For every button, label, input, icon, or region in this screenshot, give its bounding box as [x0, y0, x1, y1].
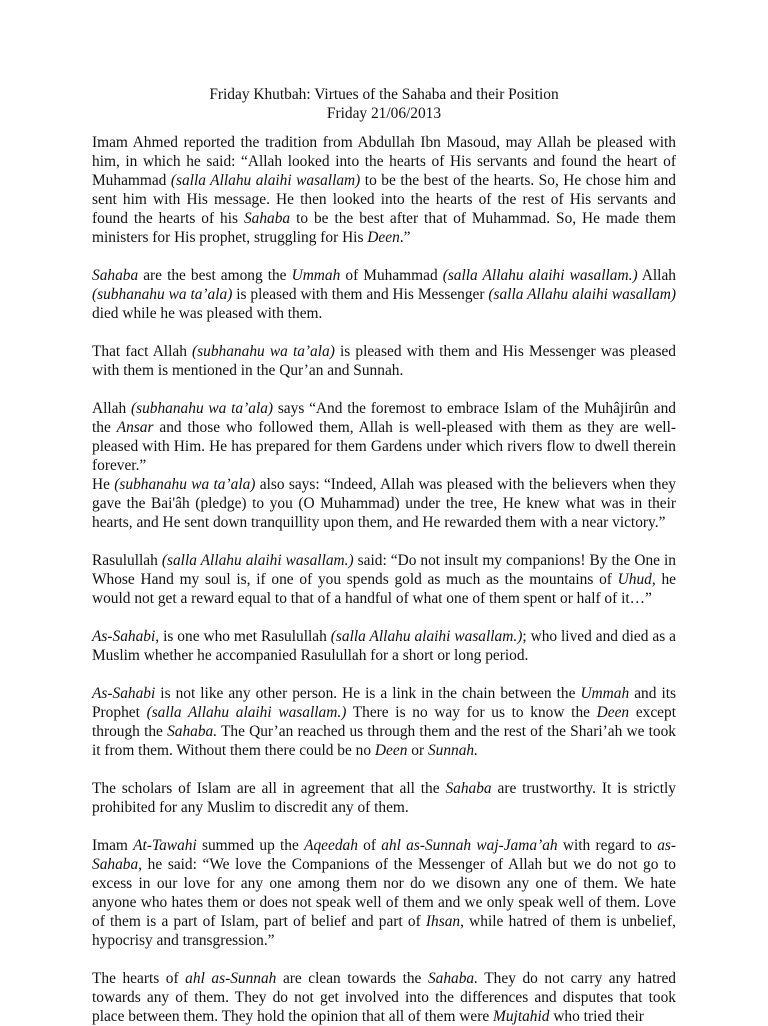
text-run: The Qur’an reached us through them and the rest of the Shari’ah we took it from them. Without them there could be no — [92, 723, 676, 759]
paragraph — [92, 627, 676, 665]
italic-text-run: Deen — [596, 704, 630, 721]
text-run: of — [357, 837, 382, 854]
text-run: are the best among the — [138, 267, 292, 284]
text-run: are trustworthy. It is strictly prohibited for any Muslim to discredit any of them. — [92, 780, 676, 816]
text-run: said: “Do not insult my companions! By the One in Whose Hand my soul is, if one of you spends gold as much as the mountains of — [92, 552, 676, 588]
text-run: to be the best after that of Muhammad. So, He made them ministers for His prophet, struggling for His — [92, 210, 676, 246]
paragraph — [92, 266, 676, 323]
text-run: he said: “We love the Companions of the Messenger of Allah but we do not go to excess in our love for any one among them nor do we disown any one of them. We hate anyone who hates them or does not speak well of them and we only speak well of them. Love of them is a part of Islam, part of belief and part of — [92, 856, 676, 930]
paragraph — [92, 551, 676, 608]
text-run: They do not carry any hatred towards any of them. They do not get involved into the differences and disputes that took place between them. They hold the opinion that all of them were — [92, 970, 676, 1025]
text-run: summed up the — [196, 837, 305, 854]
text-run: ; who lived and died as a Muslim whether he accompanied Rasulullah for a short or long period. — [92, 628, 676, 664]
italic-text-run: (salla Allahu alaihi wasallam) — [488, 286, 676, 303]
document-body — [92, 133, 676, 1026]
text-run: The scholars of Islam are all in agreement that all the — [92, 780, 446, 797]
italic-text-run: Deen — [374, 742, 408, 759]
document-date: Friday 21/06/2013 — [326, 104, 442, 122]
italic-text-run: (subhanahu wa ta’ala) — [192, 343, 335, 360]
paragraph — [92, 133, 676, 247]
italic-text-run: Sahaba. — [427, 970, 478, 987]
text-run: who tried their — [549, 1008, 644, 1025]
italic-text-run: Sahaba — [92, 267, 139, 284]
text-run: , while hatred of them is unbelief, hypocrisy and transgression.” — [92, 913, 676, 949]
text-run: to be the best of the hearts. So, He chose him and sent him with His message. He then looked into the hearts of the rest of His servants and found the hearts of his — [92, 172, 676, 227]
text-run: Imam — [92, 837, 134, 854]
italic-text-run: Aqeedah — [304, 837, 358, 854]
text-run: is pleased with them and His Messenger was pleased with them is mentioned in the Qur’an and Sunnah. — [92, 343, 676, 379]
text-run: Imam Ahmed reported the tradition from Abdullah Ibn Masoud, may Allah be pleased with him, in which he said: “Allah looked into the hearts of His servants and found the heart of Muhammad — [92, 134, 676, 189]
italic-text-run: (salla Allahu alaihi wasallam.) — [161, 552, 354, 569]
italic-text-run: Ummah — [580, 685, 630, 702]
text-run: and those who followed them, Allah is well-pleased with them as they are well-pleased with Him. He has prepared for them Gardens under which rivers flow to dwell therein forever.” — [92, 419, 676, 474]
italic-text-run: (subhanahu wa ta’ala) — [130, 400, 274, 417]
italic-text-run: At-Tawahi — [133, 837, 197, 854]
text-run: are clean towards the — [276, 970, 428, 987]
paragraph — [92, 342, 676, 380]
text-run: That fact Allah — [92, 343, 193, 360]
text-run: , he would not get a reward equal to that of a handful of what one of them spent or half of it…” — [92, 571, 676, 607]
text-run: and its Prophet — [92, 685, 676, 721]
text-run: The hearts of — [92, 970, 186, 987]
paragraph — [92, 969, 676, 1026]
italic-text-run: As-Sahabi — [92, 628, 156, 645]
text-run: .” — [399, 229, 411, 246]
text-run: Rasulullah — [92, 552, 162, 569]
text-run: Allah — [637, 267, 676, 284]
italic-text-run: As-Sahabi — [92, 685, 156, 702]
italic-text-run: (subhanahu wa ta’ala) — [92, 286, 233, 303]
italic-text-run: (salla Allahu alaihi wasallam) — [170, 172, 361, 189]
italic-text-run: Mujtahid — [493, 1008, 550, 1025]
text-run: He — [92, 476, 115, 493]
italic-text-run: Ummah — [291, 267, 341, 284]
text-run: or — [407, 742, 428, 759]
italic-text-run: Uhud — [617, 571, 652, 588]
document-header — [92, 86, 676, 123]
paragraph — [92, 475, 676, 532]
document-title: Friday Khutbah: Virtues of the Sahaba and their Position — [209, 86, 559, 103]
italic-text-run: (salla Allahu alaihi wasallam.) — [146, 704, 347, 721]
italic-text-run: Ansar — [116, 419, 154, 436]
italic-text-run: Sunnah. — [427, 742, 478, 759]
italic-text-run: as-Sahaba, — [92, 837, 677, 873]
text-run: says “And the foremost to embrace Islam of the Muhâjirûn and the — [92, 400, 676, 436]
text-run: with regard to — [557, 837, 658, 854]
text-run: , is one who met Rasulullah — [155, 628, 331, 645]
text-run: of Muhammad — [340, 267, 443, 284]
italic-text-run: (subhanahu wa ta’ala) — [114, 476, 256, 493]
text-run: is pleased with them and His Messenger — [232, 286, 489, 303]
italic-text-run: Sahaba — [445, 780, 492, 797]
text-run: also says: “Indeed, Allah was pleased with the believers when they gave the Bai'âh (pledge) to you (O Muhammad) under the tree, He knew what was in their hearts, and He sent down tranquillity upon them, and He rewarded them with a near victory.” — [92, 476, 676, 531]
text-run: Allah — [92, 400, 131, 417]
text-run: died while he was pleased with them. — [92, 305, 323, 322]
paragraph — [92, 779, 676, 817]
italic-text-run: Sahaba — [243, 210, 291, 227]
text-run: is not like any other person. He is a link in the chain between the — [155, 685, 581, 702]
paragraph — [92, 836, 676, 950]
text-run: except through the — [92, 704, 676, 740]
italic-text-run: ahl as-Sunnah — [185, 970, 277, 987]
italic-text-run: Sahaba. — [167, 723, 218, 740]
text-run: There is no way for us to know the — [346, 704, 597, 721]
italic-text-run: Deen — [367, 229, 400, 246]
italic-text-run: ahl as-Sunnah waj-Jama’ah — [381, 837, 558, 854]
paragraph — [92, 684, 676, 760]
italic-text-run: (salla Allahu alaihi wasallam.) — [330, 628, 523, 645]
italic-text-run: (salla Allahu alaihi wasallam.) — [442, 267, 638, 284]
italic-text-run: Ihsan — [425, 913, 461, 930]
paragraph — [92, 399, 676, 475]
